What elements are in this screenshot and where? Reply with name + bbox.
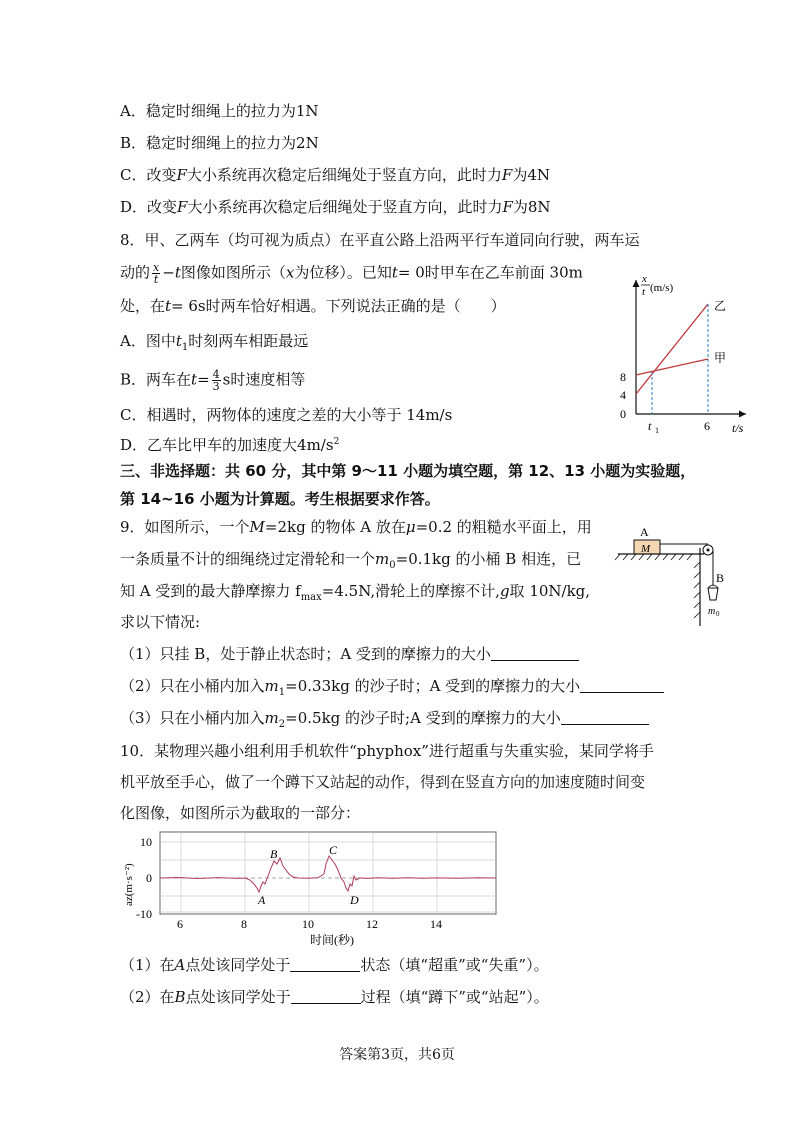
svg-text:D: D xyxy=(350,893,359,907)
q10-stem-line2: 机平放至手心，做了一个蹲下又站起的动作，得到在竖直方向的加速度随时间变 xyxy=(120,773,646,791)
q9-part2: （2）只在小桶内加入$m_1=0.33kg$ 的沙子时；A 受到的摩擦力的大小 xyxy=(120,676,664,703)
q10-blank-1[interactable] xyxy=(290,957,360,972)
q9-stem-line2: 一条质量不计的细绳绕过定滑轮和一个$m_0=0.1kg$ 的小桶 B 相连，已 xyxy=(120,550,582,571)
plot-frame xyxy=(160,832,496,914)
q9-pulley-figure xyxy=(612,522,725,632)
q8-xt-t-graph xyxy=(612,268,752,438)
q8-option-b: B．两车在t= $\frac{4}{3}$ s时速度相等 xyxy=(120,368,306,393)
xtick-10: 10 xyxy=(302,917,314,931)
svg-text:B: B xyxy=(716,571,725,585)
x-axis-label: 时间(秒) xyxy=(310,933,354,947)
svg-text:C: C xyxy=(329,843,338,857)
q9-part1: （1）只挂 B，处于静止状态时；A 受到的摩擦力的大小 xyxy=(120,644,579,664)
svg-text:A: A xyxy=(258,893,266,907)
q9-blank-1[interactable] xyxy=(491,646,579,661)
ytick-neg10: -10 xyxy=(136,907,152,921)
q9-blank-3[interactable] xyxy=(561,710,649,725)
page-footer: 答案第3页，共6页 xyxy=(339,1047,455,1063)
q9-stem-line4: 求以下情况: xyxy=(120,613,201,631)
q9-blank-2[interactable] xyxy=(580,678,664,693)
section3-heading-line1: 三、非选择题：共 60 分，其中第 9～11 小题为填空题，第 12、13 小题为实验题， xyxy=(120,462,696,480)
svg-text:B: B xyxy=(270,847,278,861)
y-axis-label: az(m·s⁻²) xyxy=(123,863,135,906)
label-jia: 甲 xyxy=(714,351,727,365)
q7-option-b: B．稳定时细绳上的拉力为2N xyxy=(120,134,319,152)
ytick-0: 0 xyxy=(146,871,152,885)
line-yi xyxy=(636,304,708,394)
q8-stem-line2: 动的 $\frac{x}{t}$ −t图像如图所示（x为位移）。已知t= 0时甲车在乙车前面 30m xyxy=(120,261,583,286)
svg-text:M: M xyxy=(641,543,651,555)
ytick-10: 10 xyxy=(140,835,152,849)
q10-stem-line1: 10．某物理兴趣小组利用手机软件“phyphox”进行超重与失重实验，某同学将手 xyxy=(120,742,654,760)
q8-option-a: A．图中$t_1$时刻两车相距最远 xyxy=(120,332,309,353)
q9-stem-line3: 知 A 受到的最大静摩擦力 $f_{max}=4.5N$,滑轮上的摩擦不计,g取 10N/kg, xyxy=(120,582,591,603)
xtick-12: 12 xyxy=(366,917,378,931)
xt-fraction: $\frac{x}{t}$ xyxy=(153,261,160,286)
line-jia xyxy=(636,359,708,375)
q7-option-d: D．改变F大小系统再次稳定后细绳处于竖直方向，此时力F为8N xyxy=(120,198,551,216)
x-axis-label: t/s xyxy=(732,421,744,435)
q10-part2: （2）在B点处该同学处于 过程（填“蹲下”或“站起”）。 xyxy=(120,988,549,1006)
q10-blank-2[interactable] xyxy=(291,989,361,1004)
q8-option-c: C．相遇时，两物体的速度之差的大小等于 14m/s xyxy=(120,406,453,424)
section3-heading-line2: 第 14~16 小题为计算题。考生根据要求作答。 xyxy=(120,490,440,508)
q9-stem-line1: 9．如图所示，一个M=2kg 的物体 A 放在μ=0.2 的粗糙水平面上，用 xyxy=(120,518,592,536)
tick-t1: t xyxy=(648,419,652,433)
y-axis-label-unit: (m/s) xyxy=(650,282,674,294)
q10-part1: （1）在A点处该同学处于 状态（填“超重”或“失重”）。 xyxy=(120,956,549,974)
tick-4: 4 xyxy=(620,388,626,402)
y-axis-label-num: x xyxy=(642,273,647,285)
label-yi: 乙 xyxy=(714,299,727,313)
y-axis-label-den: t xyxy=(642,286,646,298)
q7-option-c: C．改变F大小系统再次稳定后细绳处于竖直方向，此时力F为4N xyxy=(120,166,551,184)
q10-stem-line3: 化图像，如图所示为截取的一部分： xyxy=(120,804,361,822)
q8-stem-line3: 处，在t= 6s时两车恰好相遇。下列说法正确的是（ ） xyxy=(120,297,506,315)
xtick-14: 14 xyxy=(430,917,442,931)
xtick-6: 6 xyxy=(177,917,183,931)
q10-acceleration-chart xyxy=(118,828,508,950)
tick-0: 0 xyxy=(620,407,626,421)
tick-8: 8 xyxy=(620,370,626,384)
svg-text:1: 1 xyxy=(655,426,659,435)
q7-option-a: A．稳定时细绳上的拉力为1N xyxy=(120,102,319,120)
tick-6: 6 xyxy=(704,419,710,433)
bucket-b xyxy=(708,588,718,600)
svg-text:0: 0 xyxy=(716,610,720,618)
svg-text:m: m xyxy=(708,606,716,617)
q9-part3: （3）只在小桶内加入$m_2=0.5kg$ 的沙子时;A 受到的摩擦力的大小 xyxy=(120,708,649,735)
xtick-8: 8 xyxy=(241,917,247,931)
svg-text:A: A xyxy=(640,525,649,539)
q8-stem-line1: 8．甲、乙两车（均可视为质点）在平直公路上沿两平行车道同向行驶，两车运 xyxy=(120,231,640,249)
q8-option-d: D．乙车比甲车的加速度大$4m/s^2$ xyxy=(120,436,340,454)
